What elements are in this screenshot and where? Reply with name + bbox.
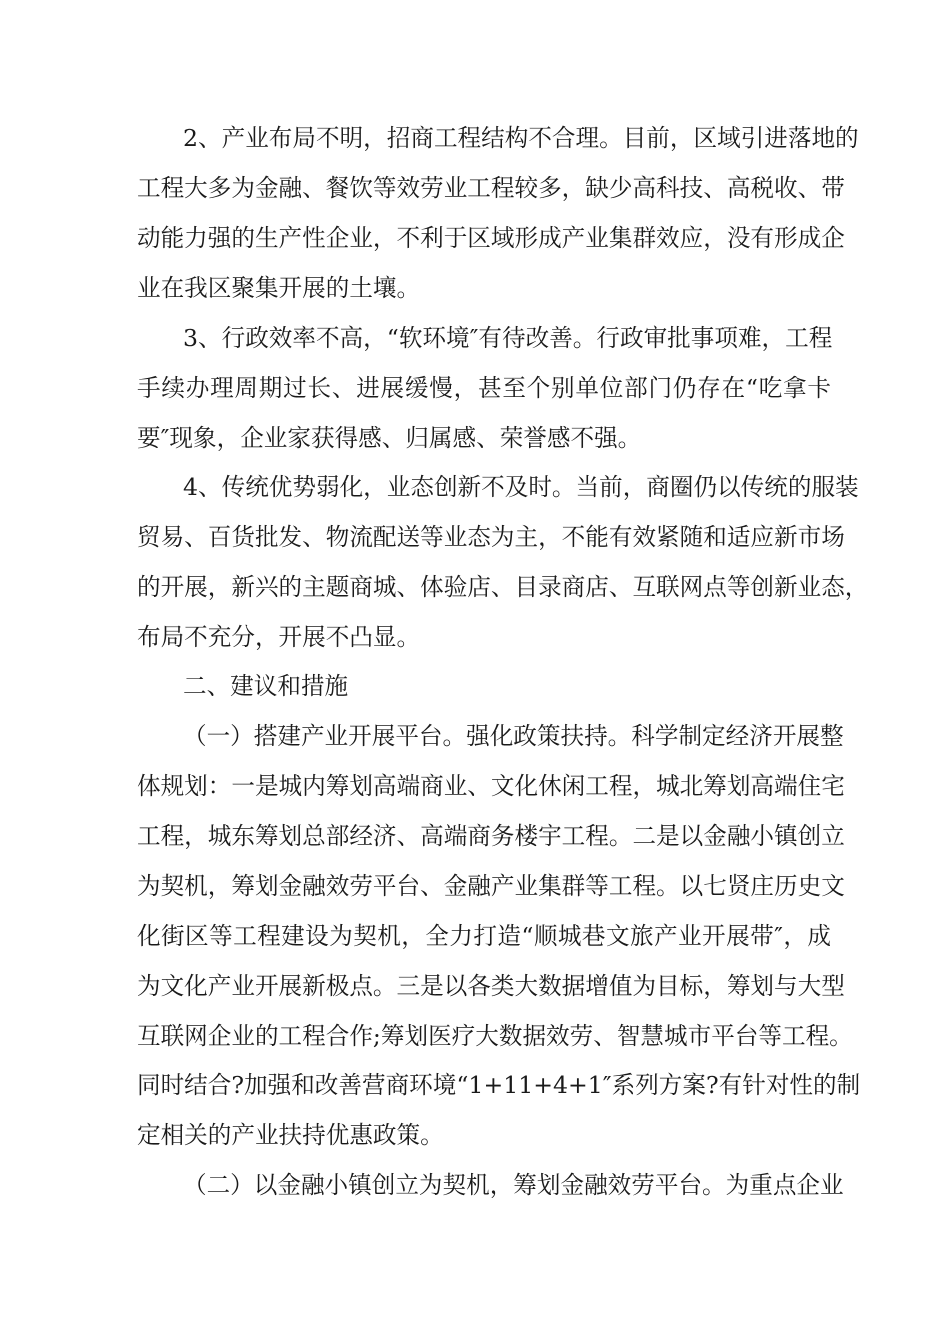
text-line: 2、产业布局不明，招商工程结构不合理。目前，区域引进落地的 <box>183 124 859 152</box>
text-line: 要″现象，企业家获得感、归属感、荣誉感不强。 <box>137 424 642 452</box>
text-line: 工程，城东筹划总部经济、高端商务楼宇工程。二是以金融小镇创立 <box>137 822 845 850</box>
text-line: （一）搭建产业开展平台。强化政策扶持。科学制定经济开展整 <box>183 722 844 750</box>
text-line: 体规划：一是城内筹划高端商业、文化休闲工程，城北筹划高端住宅 <box>137 772 845 800</box>
text-line: 4、传统优势弱化，业态创新不及时。当前，商圈仍以传统的服装 <box>183 473 859 501</box>
text-line: 定相关的产业扶持优惠政策。 <box>137 1121 444 1149</box>
text-line: 互联网企业的工程合作;筹划医疗大数据效劳、智慧城市平台等工程。 <box>137 1022 853 1050</box>
text-line: 手续办理周期过长、进展缓慢，甚至个别单位部门仍存在“吃拿卡 <box>137 374 831 402</box>
text-line: 贸易、百货批发、物流配送等业态为主，不能有效紧随和适应新市场 <box>137 523 845 551</box>
text-line: 业在我区聚集开展的土壤。 <box>137 274 421 302</box>
text-line: 动能力强的生产性企业，不利于区域形成产业集群效应，没有形成企 <box>137 224 845 252</box>
text-line: 3、行政效率不高，“软环境″有待改善。行政审批事项难，工程 <box>183 324 833 352</box>
text-line: 为文化产业开展新极点。三是以各类大数据增值为目标，筹划与大型 <box>137 972 845 1000</box>
text-line: 化街区等工程建设为契机，全力打造“顺城巷文旅产业开展带″，成 <box>137 922 831 950</box>
text-line: （二）以金融小镇创立为契机，筹划金融效劳平台。为重点企业 <box>183 1171 844 1199</box>
text-line: 为契机，筹划金融效劳平台、金融产业集群等工程。以七贤庄历史文 <box>137 872 845 900</box>
text-line: 工程大多为金融、餐饮等效劳业工程较多，缺少高科技、高税收、带 <box>137 174 845 202</box>
text-line: 布局不充分，开展不凸显。 <box>137 623 421 651</box>
text-line: 同时结合?加强和改善营商环境“1+11+4+1″系列方案?有针对性的制 <box>137 1071 861 1099</box>
section-heading: 二、建议和措施 <box>183 672 349 700</box>
text-line: 的开展，新兴的主题商城、体验店、目录商店、互联网点等创新业态， <box>137 573 869 601</box>
